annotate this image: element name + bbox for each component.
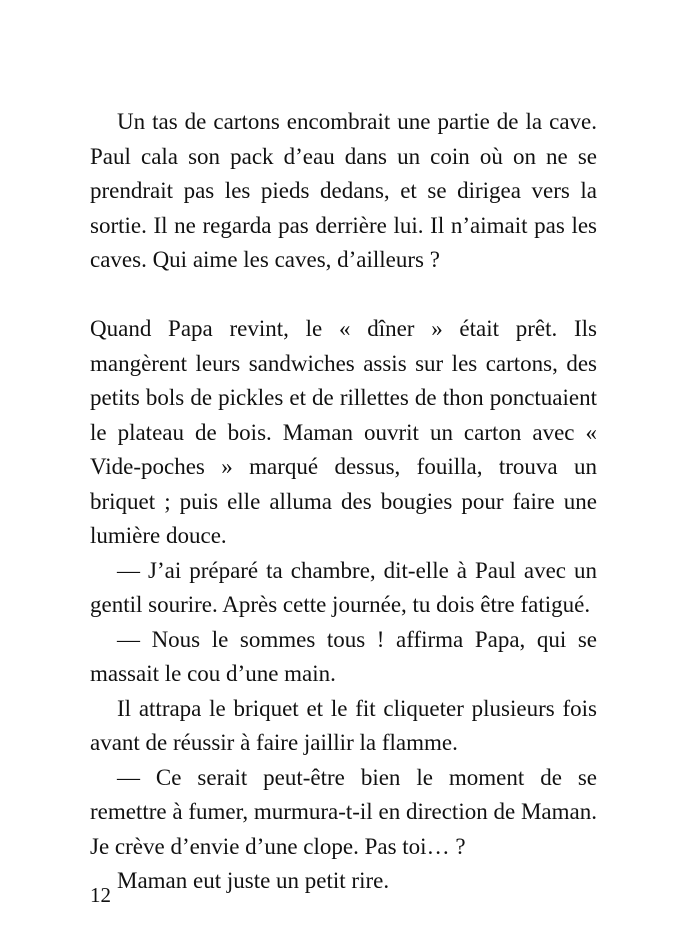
dialogue-paragraph: — Nous le sommes tous ! affirma Papa, qui se massait le cou d’une main. <box>90 626 597 686</box>
paragraph: Maman eut juste un petit rire. <box>117 868 390 893</box>
dialogue-paragraph: — Ce serait peut-être bien le moment de se remettre à fumer, murmura-t-il en direction de Maman. Je crève d’envie d’une clope. Pas toi… ? <box>90 764 597 859</box>
text-section-2 <box>90 312 597 899</box>
paragraph: Il attrapa le briquet et le fit cliqueter plusieurs fois avant de réussir à faire jaillir la flamme. <box>90 695 597 755</box>
paragraph: Quand Papa revint, le « dîner » était prêt. Ils mangèrent leurs sandwiches assis sur les cartons, des petits bols de pickles et de rillettes de thon ponctuaient le plateau de bois. Maman ouvrit un carton avec « Vide-poches » marqué dessus, fouilla, trouva un briquet ; puis elle alluma des bougies pour faire une lumière douce. <box>90 316 597 548</box>
text-section-1 <box>90 105 597 278</box>
page-number: 12 <box>90 883 111 907</box>
paragraph: Un tas de cartons encombrait une partie de la cave. Paul cala son pack d’eau dans un coin où on ne se prendrait pas les pieds dedans, et se dirigea vers la sortie. Il ne regarda pas derrière lui. Il n’aimait pas les caves. Qui aime les caves, d’ailleurs ? <box>90 109 597 272</box>
dialogue-paragraph: — J’ai préparé ta chambre, dit-elle à Paul avec un gentil sourire. Après cette journée, tu dois être fatigué. <box>90 557 597 617</box>
